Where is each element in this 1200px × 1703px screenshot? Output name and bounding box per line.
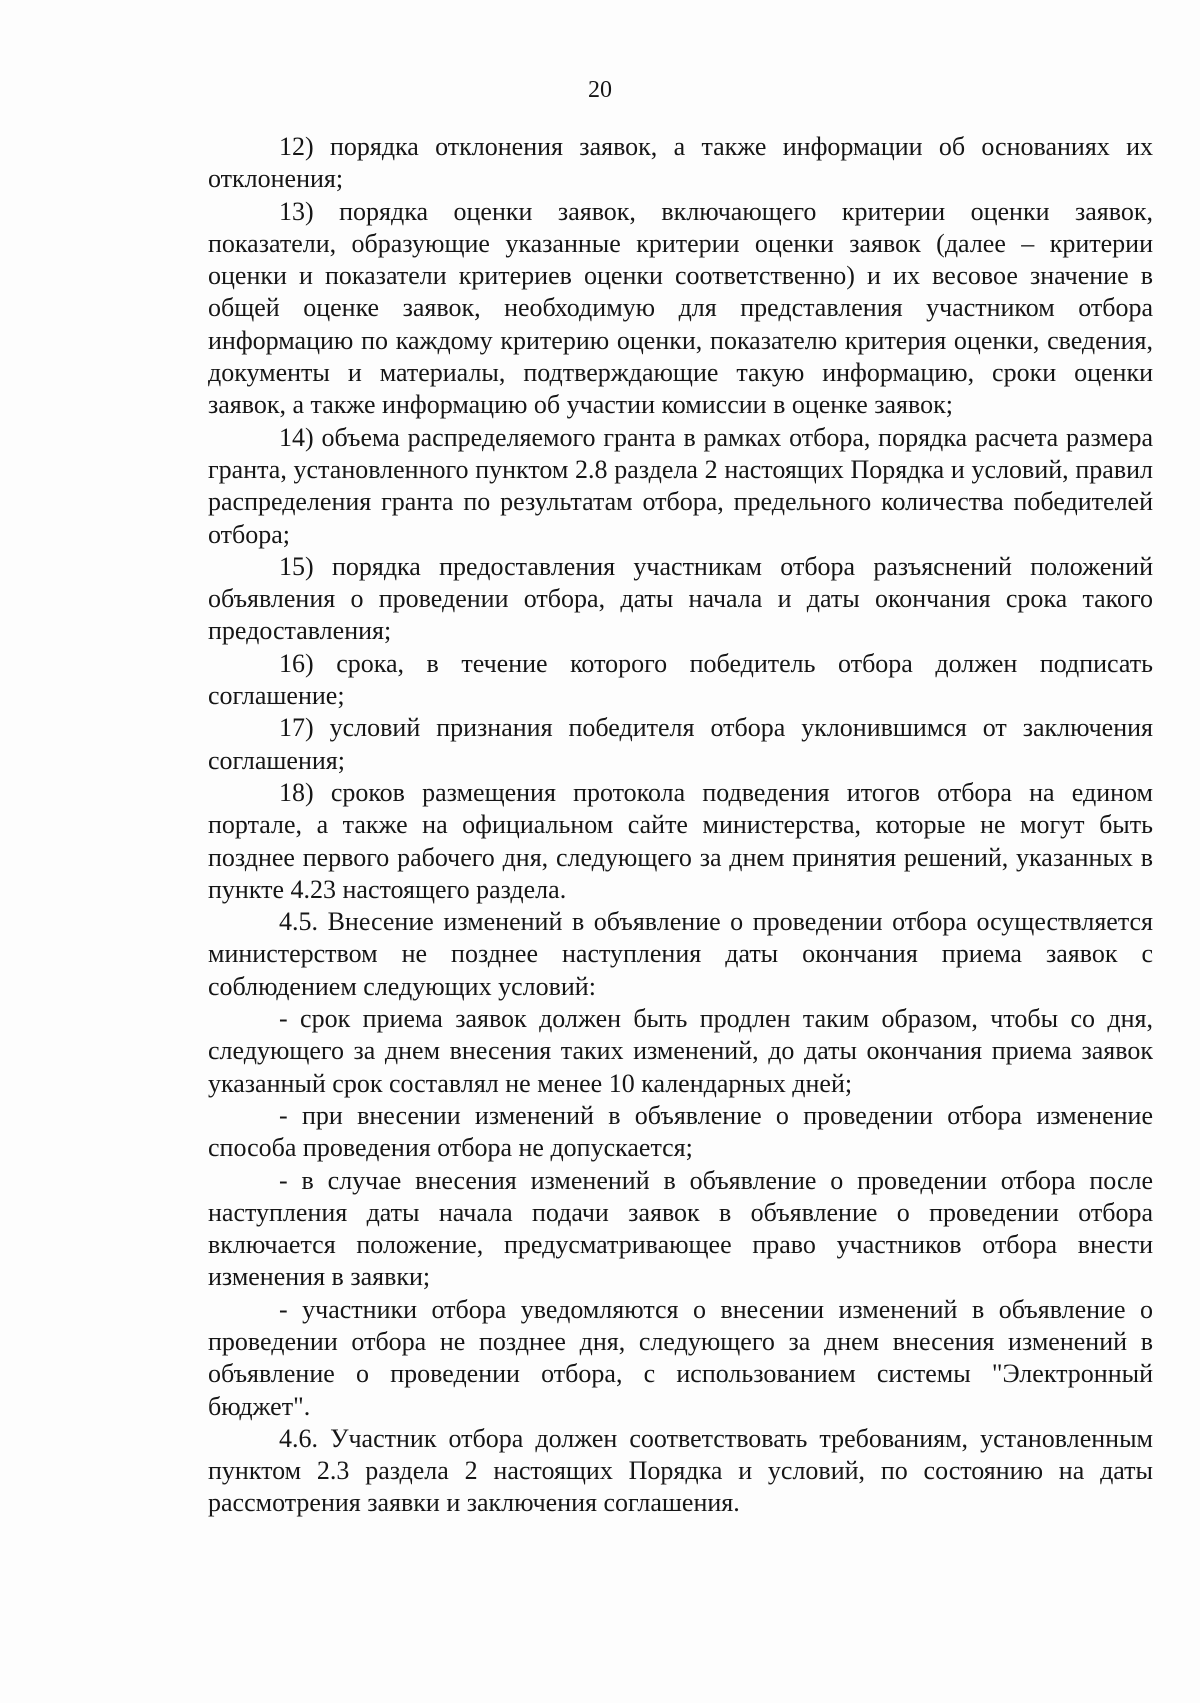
document-body xyxy=(208,131,1153,1520)
paragraph-item-15: 15) порядка предоставления участникам отбора разъяснений положений объявления о проведении отбора, даты начала и даты окончания срока такого предоставления; xyxy=(208,551,1153,646)
paragraph-condition-2: - при внесении изменений в объявление о проведении отбора изменение способа проведения отбора не допускается; xyxy=(208,1100,1153,1163)
paragraph-item-16: 16) срока, в течение которого победитель отбора должен подписать соглашение; xyxy=(208,648,1153,711)
paragraph-condition-1: - срок приема заявок должен быть продлен таким образом, чтобы со дня, следующего за днем внесения таких изменений, до даты окончания приема заявок указанный срок составлял не менее 10 календарных дней; xyxy=(208,1004,1153,1098)
paragraph-section-4-6: 4.6. Участник отбора должен соответствовать требованиям, установленным пунктом 2.3 раздела 2 настоящих Порядка и условий, по состоянию на даты рассмотрения заявки и заключения соглашения. xyxy=(208,1423,1153,1518)
paragraph-item-14: 14) объема распределяемого гранта в рамках отбора, порядка расчета размера гранта, установленного пунктом 2.8 раздела 2 настоящих Порядка и условий, правил распределения гранта по результатам отбора, предельного количества победителей отбора; xyxy=(208,422,1153,549)
paragraph-section-4-5: 4.5. Внесение изменений в объявление о проведении отбора осуществляется министерством не позднее наступления даты окончания приема заявок с соблюдением следующих условий: xyxy=(208,907,1153,1001)
page-number: 20 xyxy=(588,77,612,103)
paragraph-condition-3: - в случае внесения изменений в объявление о проведении отбора после наступления даты начала подачи заявок в объявление о проведении отбора включается положение, предусматривающее право участников отбора внести изменения в заявки; xyxy=(208,1165,1153,1292)
paragraph-condition-4: - участники отбора уведомляются о внесении изменений в объявление о проведении отбора не позднее дня, следующего за днем внесения изменений в объявление о проведении отбора, с использованием системы "Электронный бюджет". xyxy=(208,1294,1153,1421)
paragraph-item-18: 18) сроков размещения протокола подведения итогов отбора на едином портале, а также на официальном сайте министерства, которые не могут быть позднее первого рабочего дня, следующего за днем принятия решений, указанных в пункте 4.23 настоящего раздела. xyxy=(208,777,1153,904)
paragraph-item-17: 17) условий признания победителя отбора уклонившимся от заключения соглашения; xyxy=(208,713,1153,775)
paragraph-item-13: 13) порядка оценки заявок, включающего критерии оценки заявок, показатели, образующие указанные критерии оценки заявок (далее – критерии оценки и показатели критериев оценки соответственно) и их весовое значение в общей оценке заявок, необходимую для представления участником отбора информацию по каждому критерию оценки, показателю критерия оценки, сведения, документы и материалы, подтверждающие такую информацию, сроки оценки заявок, а также информацию об участии комиссии в оценке заявок; xyxy=(208,196,1153,420)
paragraph-item-12: 12) порядка отклонения заявок, а также информации об основаниях их отклонения; xyxy=(208,132,1153,194)
